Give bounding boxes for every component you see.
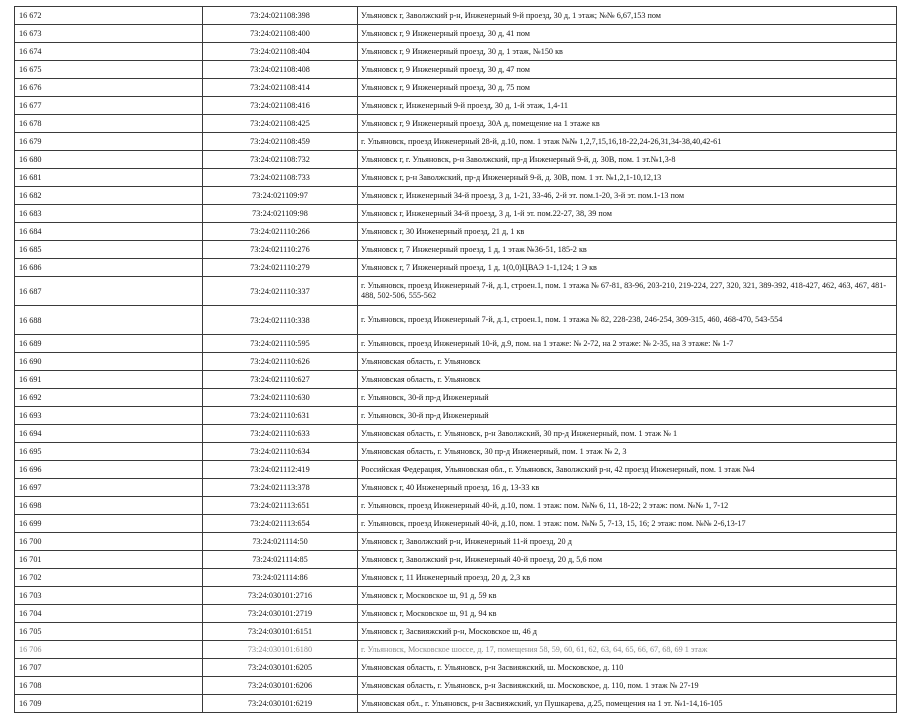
row-number-cell: 16 693 xyxy=(15,407,203,425)
row-number-cell: 16 674 xyxy=(15,43,203,61)
address-cell: Ульяновская область, г. Ульяновск xyxy=(358,353,897,371)
address-cell: Ульяновск г, 7 Инженерный проезд, 1 д, 1 этаж №36-51, 185-2 кв xyxy=(358,241,897,259)
row-number-cell: 16 703 xyxy=(15,587,203,605)
registry-table xyxy=(14,6,897,713)
table-row xyxy=(15,443,897,461)
cadastral-number-cell: 73:24:021108:404 xyxy=(203,43,358,61)
cadastral-number-cell: 73:24:030101:6219 xyxy=(203,695,358,713)
address-cell: г. Ульяновск, 30-й пр-д Инженерный xyxy=(358,389,897,407)
document-page xyxy=(14,6,896,713)
row-number-cell: 16 677 xyxy=(15,97,203,115)
table-row xyxy=(15,97,897,115)
table-row xyxy=(15,623,897,641)
table-row xyxy=(15,407,897,425)
address-cell: Ульяновск г, 40 Инженерный проезд, 16 д, 13-33 кв xyxy=(358,479,897,497)
cadastral-number-cell: 73:24:021113:651 xyxy=(203,497,358,515)
table-row xyxy=(15,187,897,205)
address-cell: Российская Федерация, Ульяновская обл., г. Ульяновск, Заволжский р-н, 42 проезд Инженерный, пом. 1 этаж №4 xyxy=(358,461,897,479)
address-cell: Ульяновск г, Заволжский р-н, Инженерный 40-й проезд, 20 д, 5,6 пом xyxy=(358,551,897,569)
address-cell: г. Ульяновск, проезд Инженерный 40-й, д.10, пом. 1 этаж: пом. №№ 6, 11, 18-22; 2 этаж: пом. №№ 1, 7-12 xyxy=(358,497,897,515)
cadastral-number-cell: 73:24:021109:98 xyxy=(203,205,358,223)
cadastral-number-cell: 73:24:021108:416 xyxy=(203,97,358,115)
row-number-cell: 16 688 xyxy=(15,306,203,335)
table-row xyxy=(15,241,897,259)
address-cell: Ульяновск г, 9 Инженерный проезд, 30 д, 47 пом xyxy=(358,61,897,79)
address-cell: Ульяновск г, р-н Заволжский, пр-д Инженерный 9-й, д. 30В, пом. 1 эт. №1,2,1-10,12,13 xyxy=(358,169,897,187)
table-row xyxy=(15,479,897,497)
cadastral-number-cell: 73:24:021108:459 xyxy=(203,133,358,151)
address-cell: Ульяновск г, Московское ш, 91 д, 94 кв xyxy=(358,605,897,623)
table-row xyxy=(15,43,897,61)
table-row xyxy=(15,641,897,659)
row-number-cell: 16 708 xyxy=(15,677,203,695)
table-row xyxy=(15,371,897,389)
table-row xyxy=(15,587,897,605)
address-cell: Ульяновск г, Московское ш, 91 д, 59 кв xyxy=(358,587,897,605)
row-number-cell: 16 679 xyxy=(15,133,203,151)
row-number-cell: 16 694 xyxy=(15,425,203,443)
cadastral-number-cell: 73:24:030101:6180 xyxy=(203,641,358,659)
cadastral-number-cell: 73:24:021110:630 xyxy=(203,389,358,407)
address-cell: Ульяновская обл., г. Ульяновск, р-н Засвияжский, ул Пушкарева, д.25, помещения на 1 эт. №1-14,16-105 xyxy=(358,695,897,713)
row-number-cell: 16 706 xyxy=(15,641,203,659)
cadastral-number-cell: 73:24:021110:595 xyxy=(203,335,358,353)
row-number-cell: 16 704 xyxy=(15,605,203,623)
cadastral-number-cell: 73:24:021110:276 xyxy=(203,241,358,259)
table-row xyxy=(15,115,897,133)
table-row xyxy=(15,353,897,371)
address-cell: Ульяновск г, 30 Инженерный проезд, 21 д, 1 кв xyxy=(358,223,897,241)
cadastral-number-cell: 73:24:030101:2716 xyxy=(203,587,358,605)
table-row xyxy=(15,205,897,223)
cadastral-number-cell: 73:24:021114:50 xyxy=(203,533,358,551)
cadastral-number-cell: 73:24:030101:6151 xyxy=(203,623,358,641)
address-cell: Ульяновская область, г. Ульяновск xyxy=(358,371,897,389)
cadastral-number-cell: 73:24:021114:85 xyxy=(203,551,358,569)
row-number-cell: 16 675 xyxy=(15,61,203,79)
address-cell: Ульяновская область, г. Ульяновск, 30 пр-д Инженерный, пом. 1 этаж № 2, 3 xyxy=(358,443,897,461)
address-cell: Ульяновск г, Заволжский р-н, Инженерный 9-й проезд, 30 д, 1 этаж; №№ 6,67,153 пом xyxy=(358,7,897,25)
row-number-cell: 16 707 xyxy=(15,659,203,677)
table-row xyxy=(15,133,897,151)
address-cell: Ульяновск г, 9 Инженерный проезд, 30 д, 75 пом xyxy=(358,79,897,97)
table-row xyxy=(15,389,897,407)
row-number-cell: 16 701 xyxy=(15,551,203,569)
address-cell: Ульяновск г, Инженерный 34-й проезд, 3 д, 1-й эт. пом.22-27, 38, 39 пом xyxy=(358,205,897,223)
cadastral-number-cell: 73:24:021108:732 xyxy=(203,151,358,169)
table-row xyxy=(15,425,897,443)
table-row xyxy=(15,605,897,623)
row-number-cell: 16 678 xyxy=(15,115,203,133)
table-row xyxy=(15,79,897,97)
cadastral-number-cell: 73:24:021110:631 xyxy=(203,407,358,425)
row-number-cell: 16 695 xyxy=(15,443,203,461)
address-cell: г. Ульяновск, проезд Инженерный 10-й, д.9, пом. на 1 этаже: № 2-72, на 2 этаже: № 2-35, на 3 этаже: № 1-7 xyxy=(358,335,897,353)
row-number-cell: 16 672 xyxy=(15,7,203,25)
row-number-cell: 16 702 xyxy=(15,569,203,587)
cadastral-number-cell: 73:24:021108:414 xyxy=(203,79,358,97)
table-row xyxy=(15,151,897,169)
address-cell: Ульяновск г, г. Ульяновск, р-н Заволжский, пр-д Инженерный 9-й, д. 30В, пом. 1 эт.№1,3-8 xyxy=(358,151,897,169)
cadastral-number-cell: 73:24:021110:634 xyxy=(203,443,358,461)
address-cell: Ульяновск г, 7 Инженерный проезд, 1 д, 1(0,0)ЦВАЭ 1-1,124; 1 Э кв xyxy=(358,259,897,277)
address-cell: Ульяновск г, Инженерный 34-й проезд, 3 д, 1-21, 33-46, 2-й эт. пом.1-20, 3-й эт. пом.1-13 пом xyxy=(358,187,897,205)
cadastral-number-cell: 73:24:021110:633 xyxy=(203,425,358,443)
address-cell: Ульяновская область, г. Ульяновск, р-н Засвияжский, ш. Московское, д. 110, пом. 1 этаж № 27-19 xyxy=(358,677,897,695)
table-row xyxy=(15,695,897,713)
table-row xyxy=(15,515,897,533)
address-cell: Ульяновская область, г. Ульяновск, р-н Засвияжский, ш. Московское, д. 110 xyxy=(358,659,897,677)
table-row xyxy=(15,61,897,79)
row-number-cell: 16 676 xyxy=(15,79,203,97)
cadastral-number-cell: 73:24:021108:400 xyxy=(203,25,358,43)
address-cell: г. Ульяновск, проезд Инженерный 28-й, д.10, пом. 1 этаж №№ 1,2,7,15,16,18-22,24-26,31,34-38,40,42-61 xyxy=(358,133,897,151)
address-cell: Ульяновск г, Засвияжский р-н, Московское ш, 46 д xyxy=(358,623,897,641)
cadastral-number-cell: 73:24:021108:425 xyxy=(203,115,358,133)
table-row xyxy=(15,25,897,43)
address-cell: г. Ульяновск, проезд Инженерный 7-й, д.1, строен.1, пом. 1 этажа № 67-81, 83-96, 203-210, 219-224, 227, 320, 321, 389-392, 418-427, 462, 463, 467, 481-488, 502-506, 555-562 xyxy=(358,277,897,306)
row-number-cell: 16 687 xyxy=(15,277,203,306)
cadastral-number-cell: 73:24:021108:733 xyxy=(203,169,358,187)
cadastral-number-cell: 73:24:021110:266 xyxy=(203,223,358,241)
cadastral-number-cell: 73:24:021110:627 xyxy=(203,371,358,389)
row-number-cell: 16 705 xyxy=(15,623,203,641)
table-row xyxy=(15,223,897,241)
table-row xyxy=(15,7,897,25)
table-row xyxy=(15,677,897,695)
cadastral-number-cell: 73:24:021110:338 xyxy=(203,306,358,335)
address-cell: Ульяновск г, 11 Инженерный проезд, 20 д, 2,3 кв xyxy=(358,569,897,587)
row-number-cell: 16 685 xyxy=(15,241,203,259)
cadastral-number-cell: 73:24:021110:626 xyxy=(203,353,358,371)
address-cell: Ульяновская область, г. Ульяновск, р-н Заволжский, 30 пр-д Инженерный, пом. 1 этаж № 1 xyxy=(358,425,897,443)
table-row xyxy=(15,497,897,515)
address-cell: Ульяновск г, 9 Инженерный проезд, 30 д, 41 пом xyxy=(358,25,897,43)
cadastral-number-cell: 73:24:021109:97 xyxy=(203,187,358,205)
table-row xyxy=(15,335,897,353)
cadastral-number-cell: 73:24:021113:654 xyxy=(203,515,358,533)
table-row xyxy=(15,306,897,335)
address-cell: Ульяновск г, 9 Инженерный проезд, 30 д, 1 этаж, №150 кв xyxy=(358,43,897,61)
table-row xyxy=(15,551,897,569)
address-cell: Ульяновск г, Инженерный 9-й проезд, 30 д, 1-й этаж, 1,4-11 xyxy=(358,97,897,115)
row-number-cell: 16 673 xyxy=(15,25,203,43)
row-number-cell: 16 689 xyxy=(15,335,203,353)
address-cell: г. Ульяновск, 30-й пр-д Инженерный xyxy=(358,407,897,425)
cadastral-number-cell: 73:24:030101:2719 xyxy=(203,605,358,623)
row-number-cell: 16 692 xyxy=(15,389,203,407)
table-row xyxy=(15,569,897,587)
table-row xyxy=(15,259,897,277)
address-cell: Ульяновск г, Заволжский р-н, Инженерный 11-й проезд, 20 д xyxy=(358,533,897,551)
row-number-cell: 16 697 xyxy=(15,479,203,497)
row-number-cell: 16 691 xyxy=(15,371,203,389)
table-row xyxy=(15,659,897,677)
table-row xyxy=(15,169,897,187)
table-row xyxy=(15,461,897,479)
cadastral-number-cell: 73:24:021110:279 xyxy=(203,259,358,277)
cadastral-number-cell: 73:24:021108:408 xyxy=(203,61,358,79)
cadastral-number-cell: 73:24:021110:337 xyxy=(203,277,358,306)
cadastral-number-cell: 73:24:021113:378 xyxy=(203,479,358,497)
address-cell: Ульяновск г, 9 Инженерный проезд, 30А д, помещение на 1 этаже кв xyxy=(358,115,897,133)
cadastral-number-cell: 73:24:021114:86 xyxy=(203,569,358,587)
address-cell: г. Ульяновск, Московское шоссе, д. 17, помещения 58, 59, 60, 61, 62, 63, 64, 65, 66, 67, 68, 69 1 этаж xyxy=(358,641,897,659)
cadastral-number-cell: 73:24:021112:419 xyxy=(203,461,358,479)
row-number-cell: 16 700 xyxy=(15,533,203,551)
address-cell: г. Ульяновск, проезд Инженерный 40-й, д.10, пом. 1 этаж: пом. №№ 5, 7-13, 15, 16; 2 этаж: пом. №№ 2-6,13-17 xyxy=(358,515,897,533)
row-number-cell: 16 681 xyxy=(15,169,203,187)
table-row xyxy=(15,533,897,551)
registry-table-body xyxy=(15,7,897,713)
row-number-cell: 16 683 xyxy=(15,205,203,223)
cadastral-number-cell: 73:24:021108:398 xyxy=(203,7,358,25)
row-number-cell: 16 686 xyxy=(15,259,203,277)
cadastral-number-cell: 73:24:030101:6205 xyxy=(203,659,358,677)
row-number-cell: 16 680 xyxy=(15,151,203,169)
row-number-cell: 16 696 xyxy=(15,461,203,479)
cadastral-number-cell: 73:24:030101:6206 xyxy=(203,677,358,695)
row-number-cell: 16 684 xyxy=(15,223,203,241)
table-row xyxy=(15,277,897,306)
row-number-cell: 16 690 xyxy=(15,353,203,371)
row-number-cell: 16 682 xyxy=(15,187,203,205)
address-cell: г. Ульяновск, проезд Инженерный 7-й, д.1, строен.1, пом. 1 этажа № 82, 228-238, 246-254, 309-315, 460, 468-470, 543-554 xyxy=(358,306,897,335)
row-number-cell: 16 699 xyxy=(15,515,203,533)
row-number-cell: 16 698 xyxy=(15,497,203,515)
row-number-cell: 16 709 xyxy=(15,695,203,713)
